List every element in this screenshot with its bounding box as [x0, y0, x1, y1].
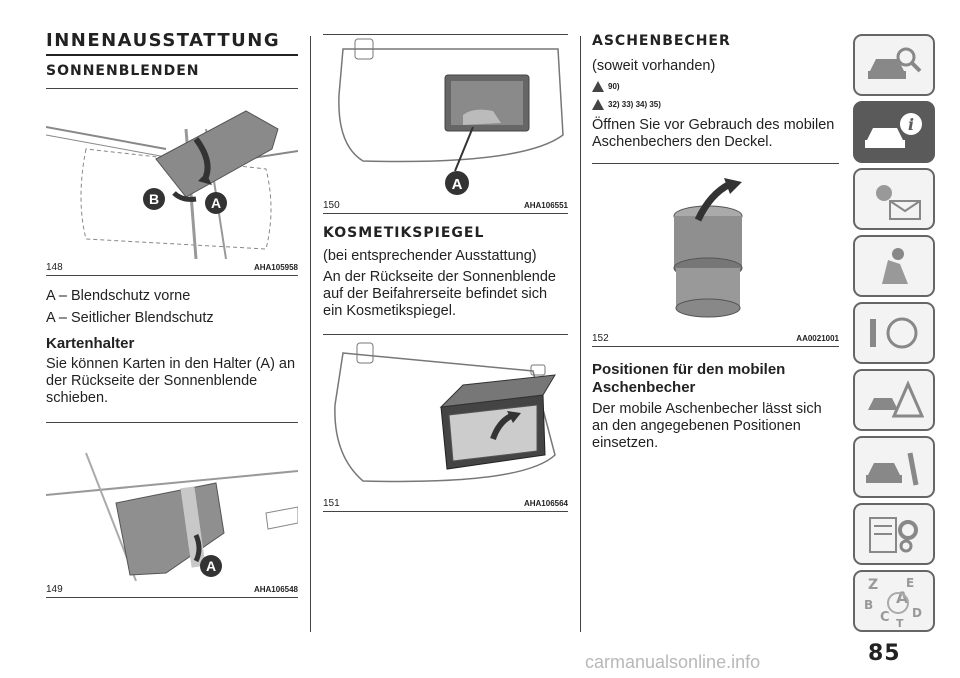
warning-triangle-icon: [592, 81, 604, 92]
index-letter: B: [864, 598, 874, 612]
tab-starting-driving[interactable]: [853, 302, 935, 364]
kartenhalter-heading: Kartenhalter: [46, 335, 135, 352]
index-letter: T: [896, 617, 904, 627]
key-steering-wheel-icon: [864, 311, 924, 355]
column-divider-2: [580, 36, 581, 632]
subsection-title-sonnenblenden: SONNENBLENDEN: [46, 63, 200, 79]
list-item: A – Blendschutz vorne: [46, 288, 191, 304]
warning-ref-text: 90): [608, 81, 620, 91]
list-item: A – Seitlicher Blendschutz: [46, 310, 214, 326]
figure-number: 148: [46, 261, 63, 273]
figure-151: [323, 334, 568, 512]
warning-light-envelope-icon: [864, 177, 924, 221]
warning-triangle-icon: [592, 99, 604, 110]
figure-number: 151: [323, 497, 340, 509]
warning-ref-text: 32) 33) 34) 35): [608, 99, 661, 109]
kosmetikspiegel-note: (bei entsprechender Ausstattung): [323, 248, 537, 264]
column-divider-1: [310, 36, 311, 632]
figure-caption: [323, 495, 568, 512]
tab-emergency[interactable]: [853, 369, 935, 431]
callout-a: A: [451, 176, 463, 193]
spec-list-gears-icon: [864, 512, 924, 556]
positionen-text: Der mobile Aschenbecher lässt sich an den angegebenen Positionen einsetzen.: [592, 401, 822, 451]
watermark: carmanualsonline.info: [585, 652, 761, 672]
airbag-seat-icon: [864, 244, 924, 288]
figure-caption: [46, 259, 298, 276]
card-holder-illustration: [46, 423, 298, 581]
figure-code: AHA106551: [523, 200, 568, 210]
kosmetikspiegel-text: An der Rückseite der Sonnenblende auf der Beifahrerseite befindet sich ein Kosmetikspiegel.: [323, 269, 556, 319]
subsection-title-aschenbecher: ASCHENBECHER: [592, 33, 731, 49]
figure-number: 152: [592, 332, 609, 344]
warning-reference-2: [592, 97, 839, 111]
callout-a: A: [210, 195, 222, 211]
tab-car-info[interactable]: [853, 101, 935, 163]
callout-b: B: [148, 191, 160, 207]
tab-maintenance[interactable]: [853, 436, 935, 498]
tab-warning-lights[interactable]: [853, 168, 935, 230]
column-1: [46, 30, 298, 598]
visor-mirror-open-illustration: [323, 335, 568, 495]
visor-mirror-closed-illustration: [323, 35, 568, 197]
car-magnifier-icon: [864, 43, 924, 87]
figure-code: AA0021001: [796, 333, 839, 343]
car-info-icon: [863, 110, 925, 154]
tab-car-magnifier[interactable]: [853, 34, 935, 96]
figure-152: [592, 163, 839, 347]
svg-text:i: i: [907, 115, 915, 134]
figure-number: 150: [323, 199, 340, 211]
sun-visor-illustration: [46, 89, 298, 259]
tab-safety[interactable]: [853, 235, 935, 297]
figure-caption: [592, 330, 839, 347]
column-3: [592, 30, 839, 452]
chapter-tabs: [853, 34, 935, 637]
figure-code: AHA106564: [523, 498, 568, 508]
aschenbecher-text: Öffnen Sie vor Gebrauch des mobilen Aschenbechers den Deckel.: [592, 117, 835, 150]
figure-number: 149: [46, 583, 63, 595]
figure-code: AHA106548: [253, 584, 298, 594]
figure-code: AHA105958: [253, 262, 298, 272]
tab-index[interactable]: [853, 570, 935, 632]
kartenhalter-text: Sie können Karten in den Halter (A) an der Rückseite der Sonnenblende schieben.: [46, 356, 296, 406]
index-letter: E: [906, 576, 915, 590]
warning-reference-1: [592, 79, 839, 93]
car-wrench-icon: [864, 445, 924, 489]
figure-149: [46, 422, 298, 598]
alphabet-index-icon: [862, 575, 926, 627]
figure-caption: [323, 197, 568, 214]
aschenbecher-note: (soweit vorhanden): [592, 58, 716, 74]
figure-150: [323, 34, 568, 214]
tab-technical-data[interactable]: [853, 503, 935, 565]
index-letter: D: [912, 606, 922, 620]
callout-a: A: [205, 558, 217, 574]
figure-caption: [46, 581, 298, 598]
car-breakdown-triangle-icon: [864, 378, 924, 422]
subsection-title-kosmetikspiegel: KOSMETIKSPIEGEL: [323, 225, 485, 241]
index-letter: A: [896, 588, 909, 607]
ashtray-illustration: [592, 164, 839, 330]
page-number: 85: [868, 641, 901, 666]
section-title: INNENAUSSTATTUNG: [46, 30, 298, 56]
figure-148: [46, 88, 298, 276]
positionen-heading: Positionen für den mobilen Aschenbecher: [592, 361, 786, 396]
index-letter: C: [880, 610, 890, 625]
column-2: [323, 30, 568, 512]
index-letter: Z: [868, 577, 879, 593]
